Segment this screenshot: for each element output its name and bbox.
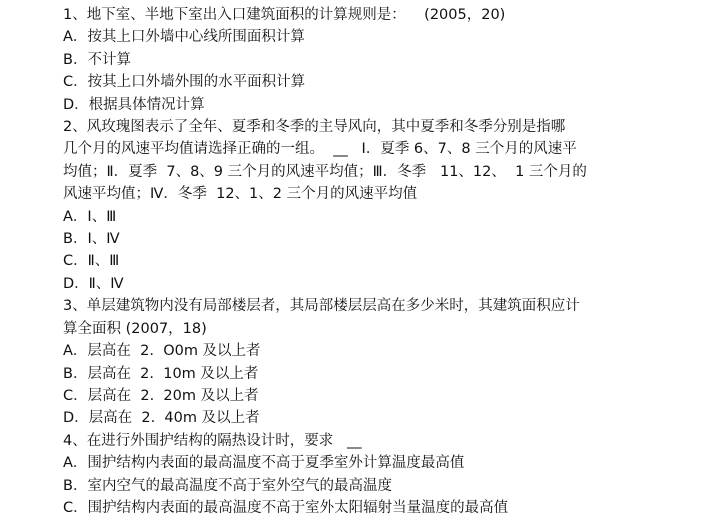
option-b: B．不计算	[63, 51, 131, 68]
option-c: C．层高在 2. 20m 及以上者	[63, 387, 259, 404]
question-stem: 2、风玫瑰图表示了全年、夏季和冬季的主导风向，其中夏季和冬季分别是指哪	[63, 119, 566, 136]
option-a: A．Ⅰ、Ⅲ	[63, 208, 117, 225]
question-stem: 算全面积 (2007，18)	[63, 320, 207, 337]
question-1	[63, 4, 673, 116]
question-2	[63, 116, 673, 295]
option-c: C．围护结构内表面的最高温度不高于室外太阳辐射当量温度的最高值	[63, 499, 509, 516]
option-a: A．按其上口外墙中心线所围面积计算	[63, 29, 305, 46]
question-stem: 均值；Ⅱ．夏季 7、8、9 三个月的风速平均值；Ⅲ．冬季 11、12、 1 三个月的	[63, 163, 587, 180]
question-stem: 1、地下室、半地下室出入口建筑面积的计算规则是： (2005，20)	[63, 7, 506, 23]
option-d: D．根据具体情况计算	[63, 96, 205, 113]
option-c: C．Ⅱ、Ⅲ	[63, 253, 120, 270]
question-stem: 风速平均值；Ⅳ．冬季 12、1、2 三个月的风速平均值	[63, 186, 418, 203]
option-b: B．层高在 2. 10m 及以上者	[63, 365, 259, 382]
question-stem: 3、单层建筑物内没有局部楼层者，其局部楼层层高在多少米时，其建筑面积应计	[63, 298, 580, 315]
option-b: B．室内空气的最高温度不高于室外空气的最高温度	[63, 477, 392, 494]
option-d: D．Ⅱ、Ⅳ	[63, 275, 124, 292]
option-c: C．按其上口外墙外围的水平面积计算	[63, 74, 306, 91]
question-stem: 几个月的风速平均值请选择正确的一组。 __ Ⅰ．夏季 6、7、8 三个月的风速平	[63, 141, 577, 158]
option-d: D．层高在 2. 40m 及以上者	[63, 410, 260, 427]
option-b: B．Ⅰ、Ⅳ	[63, 231, 120, 248]
question-3	[63, 295, 673, 429]
question-4	[63, 430, 673, 520]
option-a: A．围护结构内表面的最高温度不高于夏季室外计算温度最高值	[63, 455, 465, 472]
option-a: A．层高在 2. O0m 及以上者	[63, 343, 261, 360]
question-stem: 4、在进行外围护结构的隔热设计时，要求 __	[63, 432, 362, 449]
